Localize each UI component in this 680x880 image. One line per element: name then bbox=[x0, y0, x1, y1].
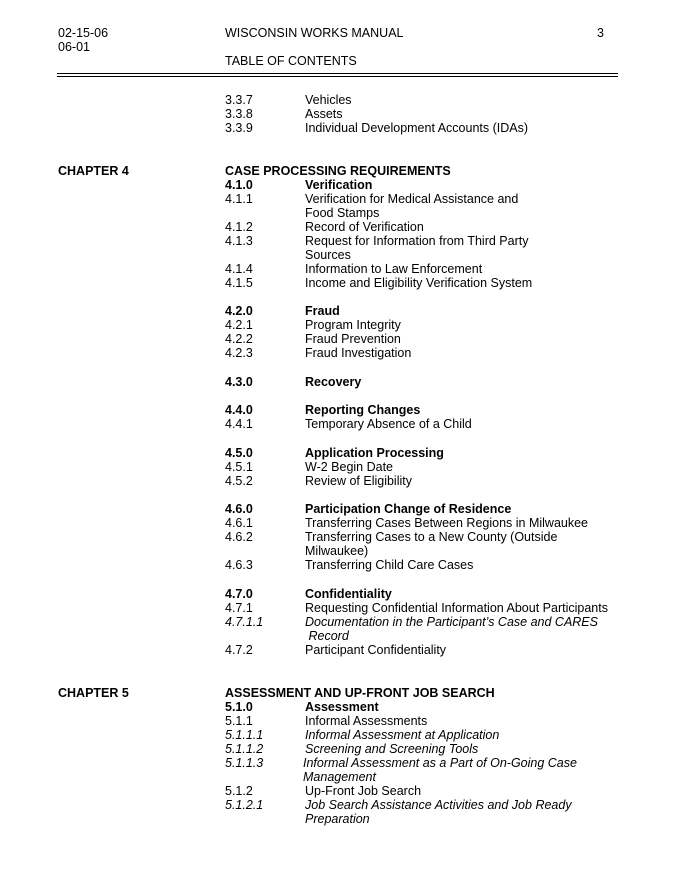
toc-subentry: 5.1.1.1 Informal Assessment at Application bbox=[225, 728, 500, 742]
toc-entry-continued: Preparation bbox=[305, 812, 370, 826]
toc-subentry: 5.1.2.1 Job Search Assistance Activities and Job Ready bbox=[225, 798, 572, 812]
toc-entry: 4.1.1 Verification for Medical Assistance and bbox=[225, 192, 519, 206]
toc-entry: 4.1.5 Income and Eligibility Verification System bbox=[225, 276, 533, 290]
chapter-title: ASSESSMENT AND UP-FRONT JOB SEARCH bbox=[225, 686, 495, 700]
toc-entry: 4.2.1 Program Integrity bbox=[225, 318, 401, 332]
toc-subentry: 4.7.1.1 Documentation in the Participant’s Case and CARES bbox=[225, 615, 598, 629]
toc-entry: 4.4.1 Temporary Absence of a Child bbox=[225, 417, 472, 431]
toc-subentry: 5.1.1.3 Informal Assessment as a Part of On-Going Case bbox=[225, 756, 577, 770]
chapter-heading bbox=[0, 164, 680, 178]
toc-entry: 4.6.3 Transferring Child Care Cases bbox=[225, 558, 474, 572]
toc-entry-continued: Food Stamps bbox=[305, 206, 380, 220]
toc-entry: 4.7.1 Requesting Confidential Information About Participants bbox=[225, 601, 608, 615]
toc-section: 4.2.0 Fraud bbox=[225, 304, 340, 318]
header-rule bbox=[57, 73, 618, 74]
toc-entry: 5.1.2 Up-Front Job Search bbox=[225, 784, 422, 798]
toc-section: 4.7.0 Confidentiality bbox=[225, 587, 392, 601]
toc-entry: 3.3.9 Individual Development Accounts (IDAs) bbox=[225, 121, 529, 135]
toc-entry-continued: Milwaukee) bbox=[305, 544, 369, 558]
toc-entry: 3.3.7 Vehicles bbox=[225, 93, 352, 107]
toc-section: 4.1.0 Verification bbox=[225, 178, 373, 192]
chapter-label: CHAPTER 5 bbox=[58, 686, 129, 700]
chapter-title: CASE PROCESSING REQUIREMENTS bbox=[225, 164, 451, 178]
page-number: 3 bbox=[597, 26, 604, 40]
toc-entry: 4.7.2 Participant Confidentiality bbox=[225, 643, 447, 657]
toc-entry: 4.2.2 Fraud Prevention bbox=[225, 332, 401, 346]
toc-entry: 4.1.3 Request for Information from Third Party bbox=[225, 234, 529, 248]
toc-entry-continued: Record bbox=[305, 629, 349, 643]
header-rule-double bbox=[57, 76, 618, 77]
toc-entry: 4.6.2 Transferring Cases to a New County (Outside bbox=[225, 530, 558, 544]
toc-entry: 5.1.1 Informal Assessments bbox=[225, 714, 428, 728]
toc-section: 4.5.0 Application Processing bbox=[225, 446, 444, 460]
toc-section: 4.6.0 Participation Change of Residence bbox=[225, 502, 512, 516]
section-title: TABLE OF CONTENTS bbox=[225, 54, 357, 68]
header-date: 02-15-06 bbox=[58, 26, 109, 40]
toc-section: 4.4.0 Reporting Changes bbox=[225, 403, 421, 417]
toc-subentry: 5.1.1.2 Screening and Screening Tools bbox=[225, 742, 479, 756]
toc-entry: 4.2.3 Fraud Investigation bbox=[225, 346, 412, 360]
toc-entry-continued: Sources bbox=[305, 248, 351, 262]
toc-entry: 4.5.2 Review of Eligibility bbox=[225, 474, 412, 488]
toc-section: 5.1.0 Assessment bbox=[225, 700, 379, 714]
toc-entry-continued: Management bbox=[303, 770, 376, 784]
toc-entry: 4.5.1 W-2 Begin Date bbox=[225, 460, 394, 474]
manual-title: WISCONSIN WORKS MANUAL bbox=[225, 26, 404, 40]
toc-entry: 4.6.1 Transferring Cases Between Regions in Milwaukee bbox=[225, 516, 589, 530]
toc-entry: 4.1.4 Information to Law Enforcement bbox=[225, 262, 483, 276]
chapter-heading bbox=[0, 686, 680, 700]
header-revision: 06-01 bbox=[58, 40, 90, 54]
toc-section: 4.3.0 Recovery bbox=[225, 375, 362, 389]
toc-entry: 4.1.2 Record of Verification bbox=[225, 220, 424, 234]
toc-entry: 3.3.8 Assets bbox=[225, 107, 343, 121]
chapter-label: CHAPTER 4 bbox=[58, 164, 129, 178]
